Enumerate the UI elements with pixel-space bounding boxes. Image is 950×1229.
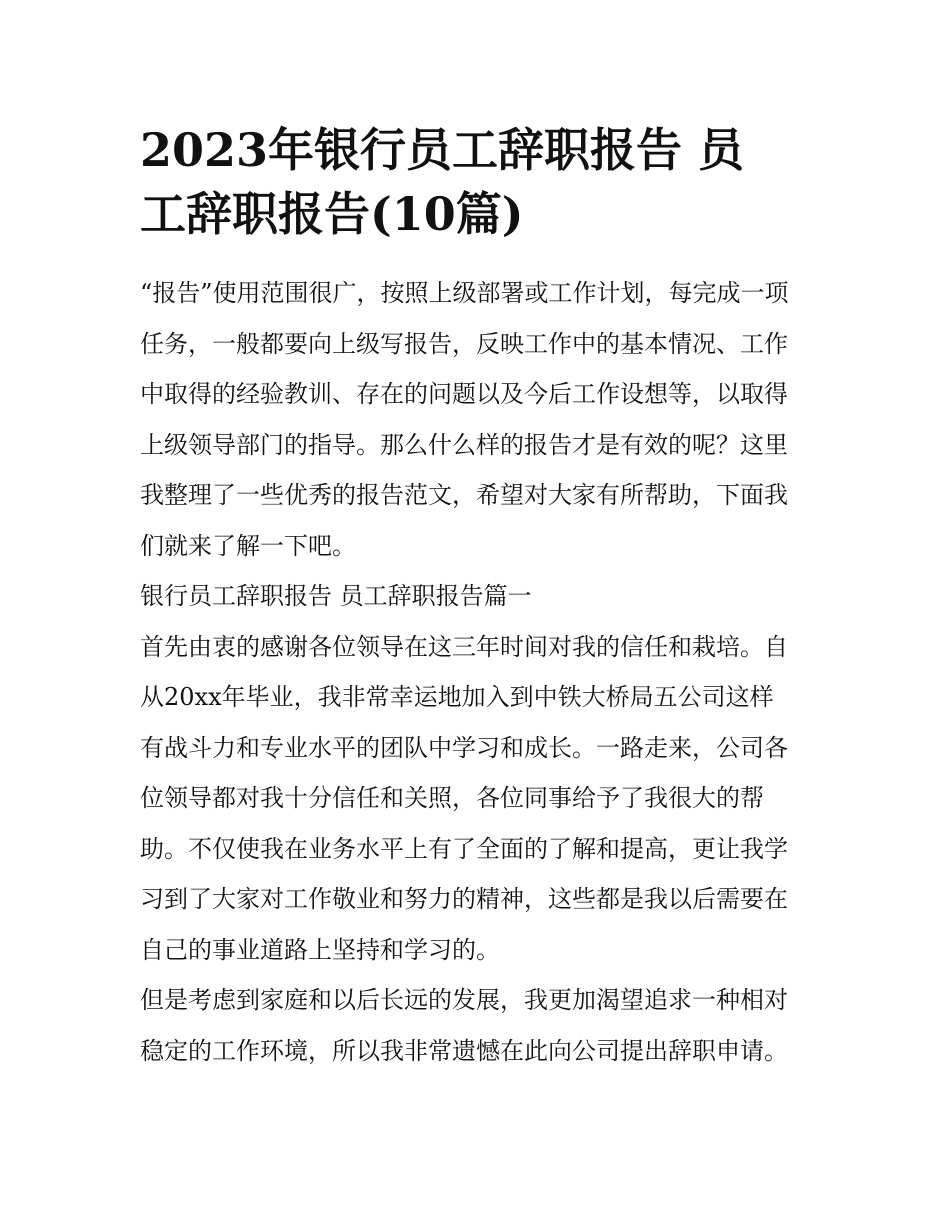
paragraph-line: 们就来了解一下吧。 xyxy=(140,531,356,560)
paragraph-line: 有战斗力和专业水平的团队中学习和成长。一路走来，公司各 xyxy=(140,733,788,762)
document-title xyxy=(140,118,812,246)
paragraph-line: 我整理了一些优秀的报告范文，希望对大家有所帮助，下面我 xyxy=(140,481,788,509)
intro-paragraph xyxy=(140,268,812,571)
paragraph-line: 中取得的经验教训、存在的问题以及今后工作设想等，以取得 xyxy=(140,380,788,408)
title-line: 工辞职报告(10篇) xyxy=(140,187,524,241)
paragraph-line: 位领导都对我十分信任和关照，各位同事给予了我很大的帮 xyxy=(140,784,764,812)
body-paragraph xyxy=(140,975,812,1076)
paragraph-line: 但是考虑到家庭和以后长远的发展，我更加渴望追求一种相对 xyxy=(140,986,788,1014)
section-heading-line: 银行员工辞职报告 员工辞职报告篇一 xyxy=(140,582,532,610)
paragraph-line: 稳定的工作环境，所以我非常遗憾在此向公司提出辞职申请。 xyxy=(140,1036,788,1065)
paragraph-line: 从20xx年毕业，我非常幸运地加入到中铁大桥局五公司这样 xyxy=(140,683,774,711)
body-paragraph xyxy=(140,622,812,976)
document-body xyxy=(140,268,812,1076)
paragraph-line: 上级领导部门的指导。那么什么样的报告才是有效的呢？这里 xyxy=(140,430,788,459)
paragraph-line: 自己的事业道路上坚持和学习的。 xyxy=(140,935,500,964)
title-line: 2023年银行员工辞职报告 员 xyxy=(140,123,745,177)
paragraph-line: 习到了大家对工作敬业和努力的精神，这些都是我以后需要在 xyxy=(140,885,788,913)
section-heading xyxy=(140,571,812,622)
paragraph-line: 任务，一般都要向上级写报告，反映工作中的基本情况、工作 xyxy=(140,329,788,358)
paragraph-line: “报告”使用范围很广，按照上级部署或工作计划，每完成一项 xyxy=(140,279,789,307)
paragraph-line: 助。不仅使我在业务水平上有了全面的了解和提高，更让我学 xyxy=(140,834,788,863)
document-page xyxy=(140,118,812,1076)
paragraph-line: 首先由衷的感谢各位领导在这三年时间对我的信任和栽培。自 xyxy=(140,632,788,661)
